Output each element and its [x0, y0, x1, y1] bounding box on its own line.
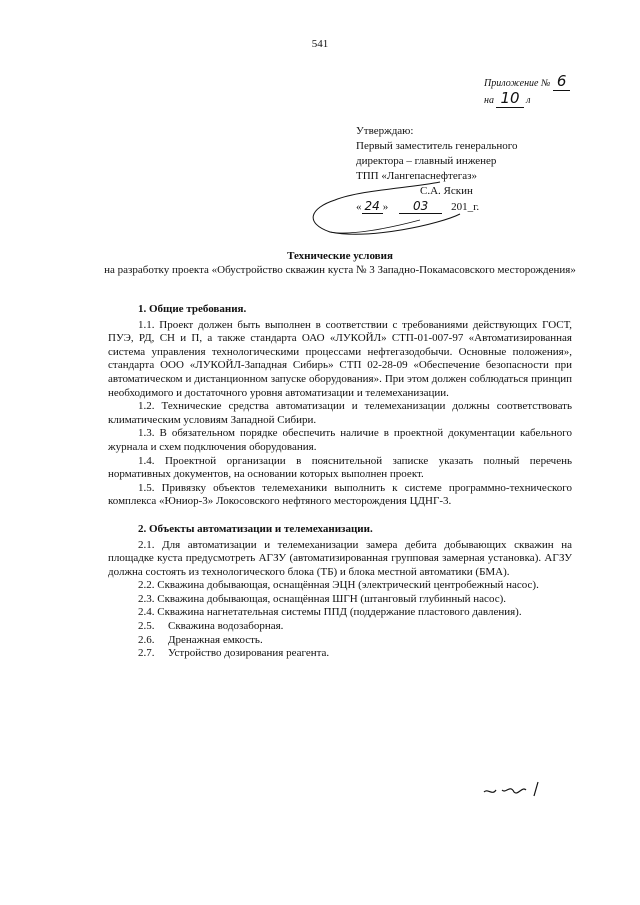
section-1-heading: 1. Общие требования.: [138, 303, 247, 315]
paragraph-2-2: 2.2. Скважина добывающая, оснащённая ЭЦН (электрический центробежный насос).: [138, 579, 539, 592]
appendix-line-2: [484, 91, 570, 108]
item-number: 2.7.: [138, 647, 155, 660]
page-initials-mark: [480, 776, 550, 800]
title-sub: на разработку проекта «Обустройство скважин куста № 3 Западно-Покамасовского месторождения»: [104, 264, 576, 276]
approval-heading: Утверждаю:: [356, 125, 414, 137]
paragraph-2-4: 2.4. Скважина нагнетательная системы ППД (поддержание пластового давления).: [138, 606, 522, 619]
paragraph-1-2: 1.2. Технические средства автоматизации и телемеханизации должны соответствовать климатическим условиям Западной Сибири.: [108, 400, 572, 426]
paragraph-1-3: 1.3. В обязательном порядке обеспечить наличие в проектной документации кабельного журнала и схем подключения оборудования.: [108, 427, 572, 453]
item-number: 2.6.: [138, 633, 155, 646]
approval-month: 03: [399, 199, 442, 214]
appendix-pages: 10: [496, 89, 523, 108]
document-body: [108, 303, 572, 661]
list-item: [108, 634, 572, 648]
paragraph-1-5: 1.5. Привязку объектов телемеханики выполнить к системе программно-технического комплекса «Юниор-3» Локосовского нефтяного месторождения ЦДНГ-3.: [108, 481, 572, 508]
page-number: 541: [311, 38, 329, 50]
title-main: Технические условия: [287, 250, 393, 262]
section-2-heading: 2. Объекты автоматизации и телемеханизации.: [138, 522, 373, 535]
list-item: [108, 647, 572, 661]
item-text: Скважина водозаборная.: [168, 620, 284, 633]
item-text: Дренажная емкость.: [168, 633, 263, 646]
approval-line-3: ТПП «Лангепаснефтегаз»: [356, 170, 477, 182]
paragraph-2-3: 2.3. Скважина добывающая, оснащённая ШГН (штанговый глубинный насос).: [138, 592, 507, 605]
paragraph-1-4: 1.4. Проектной организации в пояснительной записке указать полный перечень нормативных документов, на основании которых выполнен проект.: [108, 454, 572, 481]
item-text: Устройство дозирования реагента.: [168, 647, 330, 660]
appendix-line2-prefix: на: [484, 95, 494, 106]
item-number: 2.5.: [138, 620, 155, 633]
approval-line-2: директора – главный инженер: [356, 155, 497, 167]
document-title: [60, 249, 620, 277]
list-item: [108, 620, 572, 634]
approval-year: 201_г.: [451, 201, 480, 213]
approval-block: [356, 124, 518, 215]
appendix-line2-suffix: л: [526, 95, 531, 106]
approval-line-1: Первый заместитель генерального: [356, 140, 518, 152]
approval-date: « 24 » 03 201_г.: [356, 199, 480, 213]
approval-day: 24: [362, 199, 383, 214]
appendix-number: 6: [553, 72, 571, 91]
appendix-stamp: [484, 74, 570, 108]
paragraph-1-1: 1.1. Проект должен быть выполнен в соответствии с требованиями действующих ГОСТ, ПУЭ, РД, СН и П, а также стандарта ОАО «ЛУКОЙЛ» СТП-01-007-97 «Автоматизированная система управления технологическими процессами нефтегазодобычи. Основные положения», стандарта ООО «ЛУКОЙЛ-Западная Сибирь» СТП 02-28-09 «Обеспечение безопасности при автоматическом и дистанционном запуске оборудования». При этом должен соблюдаться принцип необходимого и достаточного уровня автоматизации и телемеханизации.: [108, 318, 572, 399]
approval-name: С.А. Яскин: [420, 185, 473, 197]
appendix-prefix: Приложение №: [484, 78, 551, 89]
paragraph-2-1: 2.1. Для автоматизации и телемеханизации замера дебита добывающих скважин на площадке куста предусмотреть АГЗУ (автоматизированная групповая замерная установка). АГЗУ должна состоять из технологического блока (ТБ) и блока местной автоматики (БМА).: [108, 538, 572, 578]
